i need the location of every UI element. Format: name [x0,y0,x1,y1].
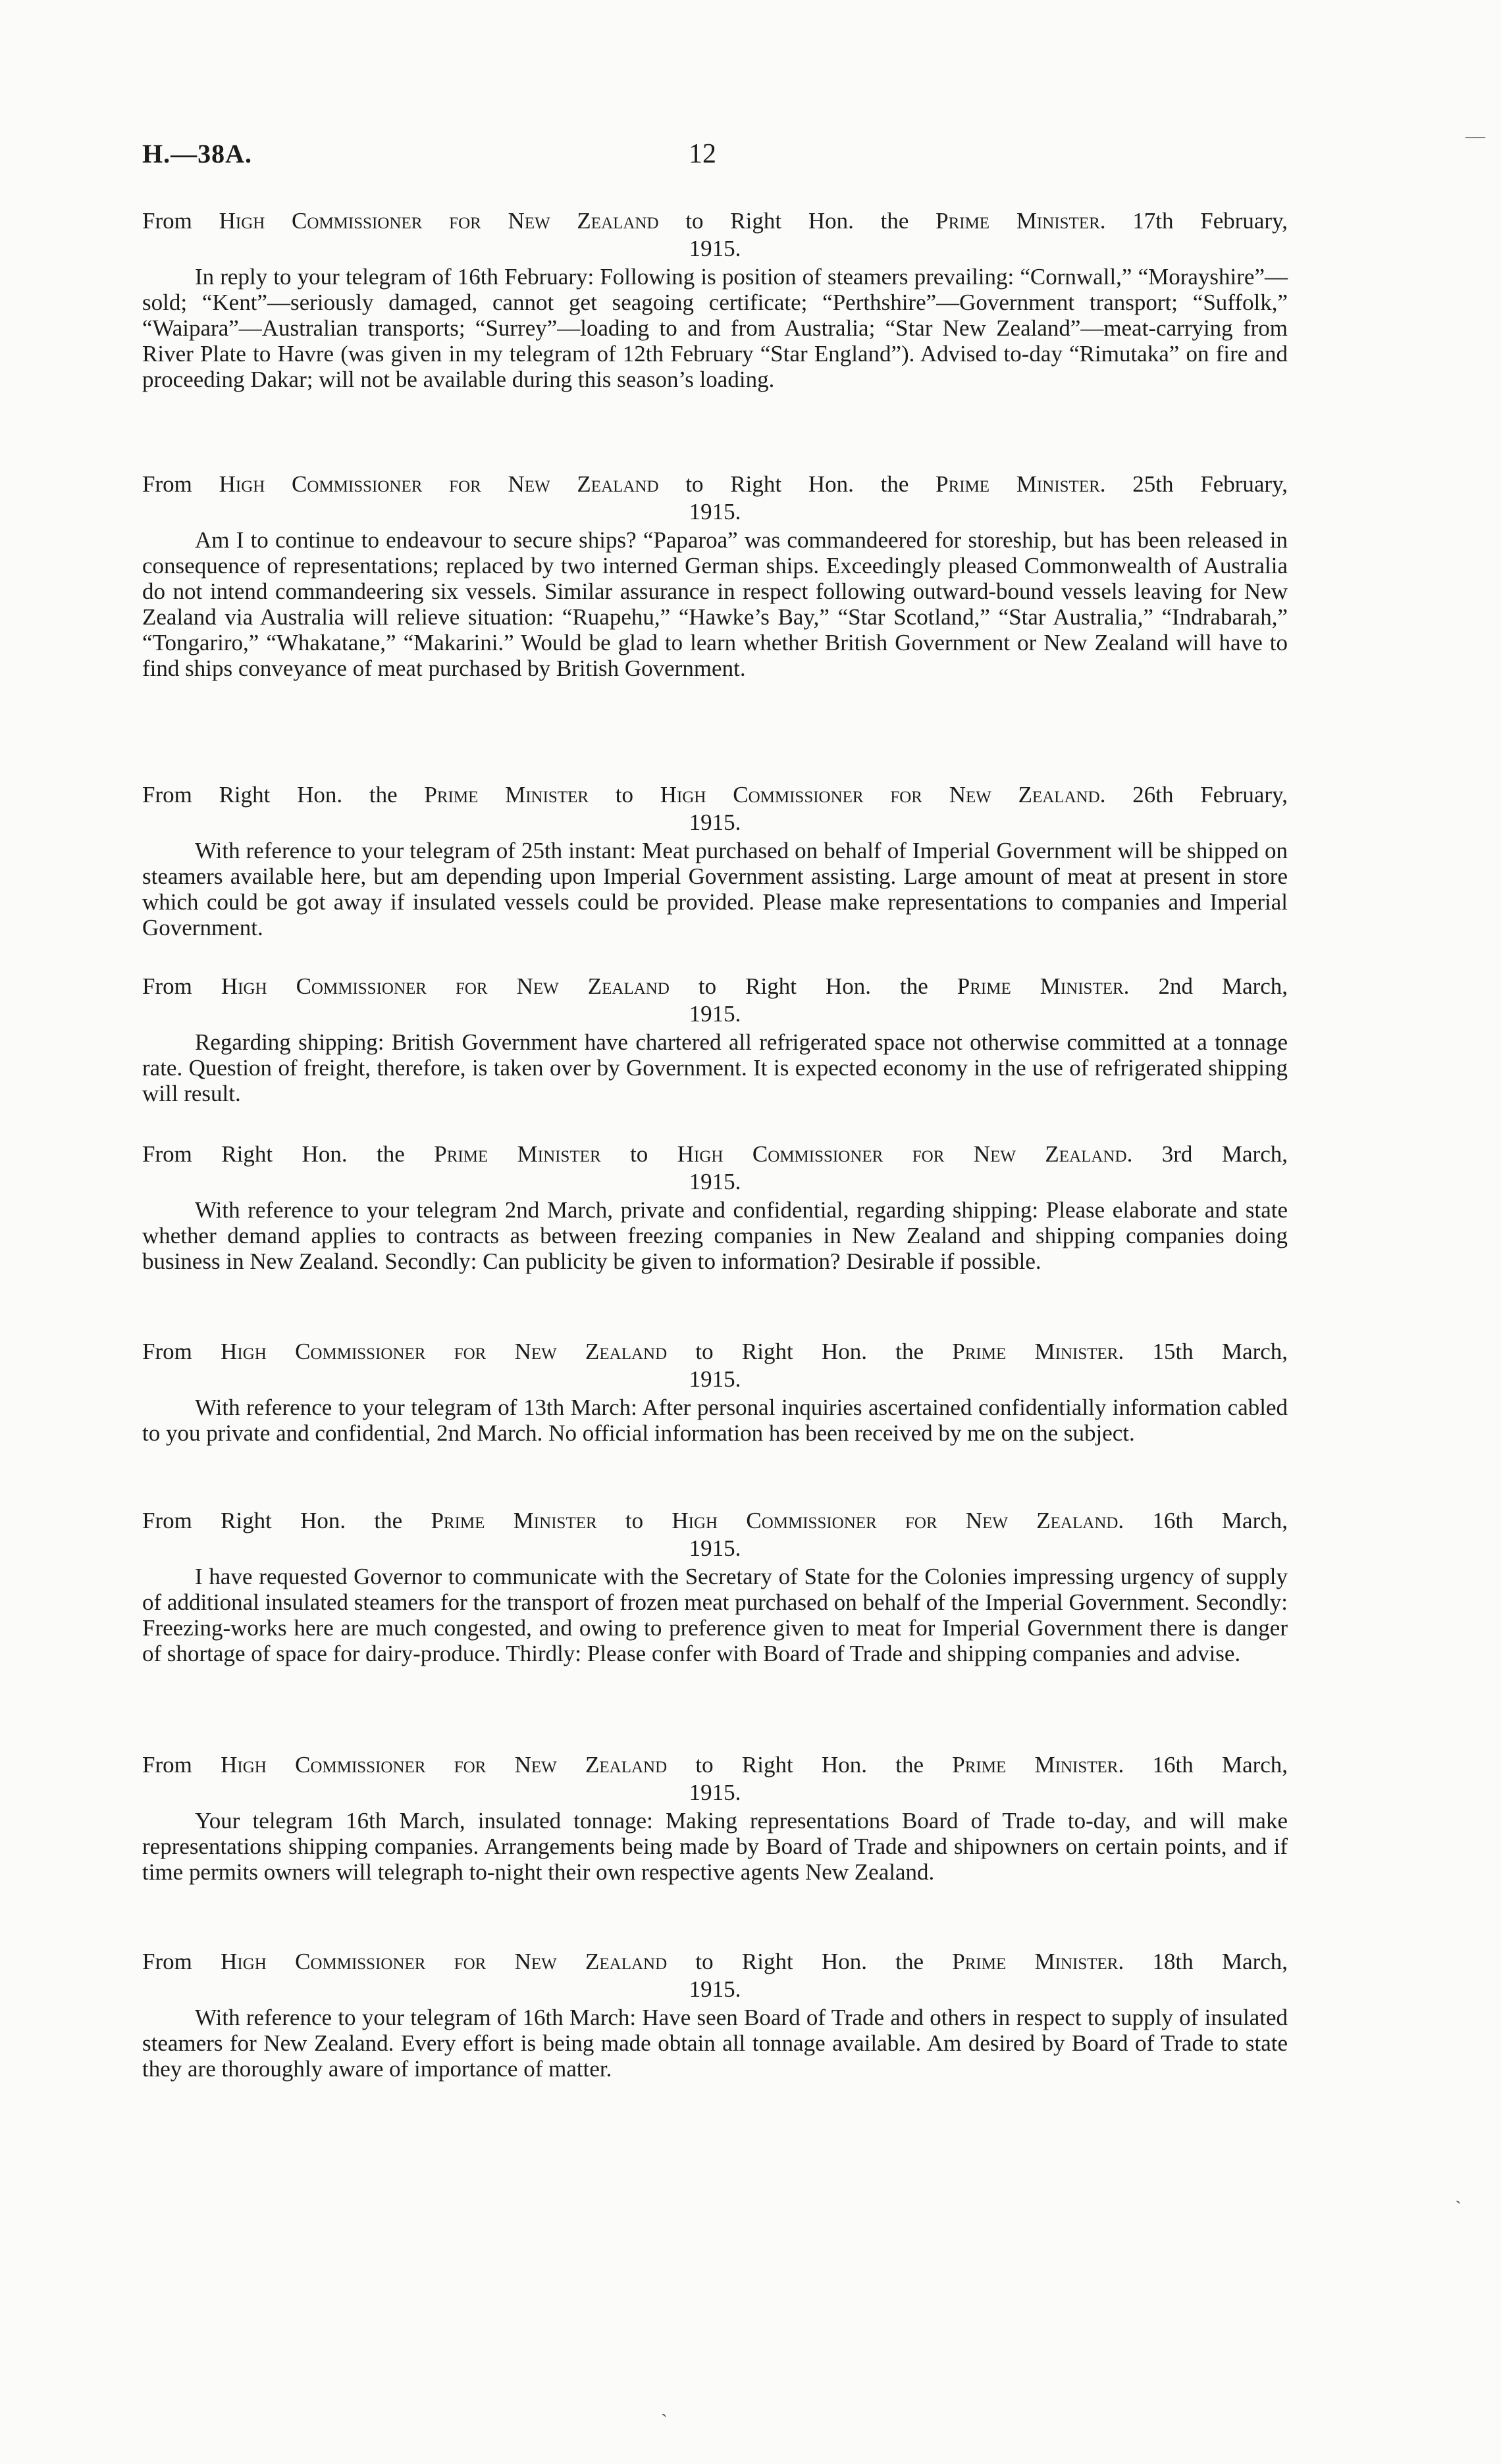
telegram-body: With reference to your telegram 2nd March, private and confidential, regarding shipping: Please elaborate and state whether demand applies to contracts as between freezing companies in New Zealand and shipping companies doing business in New Zealand. Secondly: Can publicity be given to information? Desirable if possible. [142,1197,1288,1274]
connector: to [625,1508,644,1533]
telegram-body: I have requested Governor to communicate with the Secretary of State for the Colonies impressing urgency of supply of additional insulated steamers for the transport of frozen meat purchased on behalf of the Imperial Government. Secondly: Freezing-works here are much congested, and owing to preference given to meat for Imperial Government there is danger of shortage of space for dairy-produce. Thirdly: Please confer with Board of Trade and shipping companies and advise. [142,1564,1288,1666]
telegram-year: 1915. [689,499,741,525]
sender: High Commissioner for New Zealand [221,1339,668,1364]
recipient-title: Right Hon. the [741,1752,924,1778]
sender: Prime Minister [424,782,589,808]
telegram-body: Regarding shipping: British Government have chartered all refrigerated space not otherwise committed at a tonnage rate. Question of freight, therefore, is taken over by Government. It is expected economy in the use of refrigerated shipping will result. [142,1029,1288,1106]
telegram-date: 16th March, [1152,1508,1288,1533]
recipient: Prime Minister. [952,1752,1124,1778]
telegram-heading [142,1141,1288,1168]
telegram-entry [142,1751,1288,1885]
telegram-entry [142,207,1288,392]
telegram-heading [142,781,1288,809]
telegram-date: 25th February, [1132,471,1288,497]
telegram-year: 1915. [689,1780,741,1805]
telegram-date: 2nd March, [1158,973,1288,999]
telegram-heading [142,1338,1288,1366]
from-prefix: From [142,471,192,497]
telegram-heading [142,973,1288,1000]
from-prefix: From Right Hon. the [142,1141,405,1167]
from-prefix: From [142,1949,192,1974]
telegram-heading [142,471,1288,498]
telegram-entry [142,1948,1288,2082]
telegram-body: In reply to your telegram of 16th February: Following is position of steamers prevailing: “Cornwall,” “Morayshire”—sold; “Kent”—seriously damaged, cannot get seagoing certificate; “Perthshire”—Government transport; “Suffolk,” “Waipara”—Australian transports; “Surrey”—loading to and from Australia; “Star New Zealand”—meat-carrying from River Plate to Havre (was given in my telegram of 12th February “Star England”). Advised to-day “Rimutaka” on fire and proceeding Dakar; will not be available during this season’s loading. [142,264,1288,392]
recipient: Prime Minister. [952,1949,1124,1974]
telegram-entry [142,973,1288,1106]
telegram-entry [142,1507,1288,1666]
scan-mark: ˏ [661,2396,668,2417]
recipient: Prime Minister. [957,973,1130,999]
scan-mark: — [1465,125,1485,147]
telegram-body: Your telegram 16th March, insulated tonnage: Making representations Board of Trade to-day, and will make representations shipping companies. Arrangements being made by Board of Trade and shipowners on certain points, and if time permits owners will telegraph to-night their own respective agents New Zealand. [142,1808,1288,1885]
sender: High Commissioner for New Zealand [221,973,670,999]
connector: to [630,1141,648,1167]
recipient-title: Right Hon. the [741,1949,924,1974]
telegram-year: 1915. [689,236,741,261]
recipient-title: Right Hon. the [741,1339,924,1364]
telegram-heading [142,1751,1288,1779]
from-prefix: From Right Hon. the [142,782,398,808]
document-reference: H.—38A. [142,139,252,168]
connector: to [695,1752,714,1778]
connector: to [615,782,634,808]
sender: Prime Minister [431,1508,597,1533]
telegram-heading [142,1507,1288,1535]
telegram-body: With reference to your telegram of 13th March: After personal inquiries ascertained confidentially information cabled to you private and confidential, 2nd March. No official information has been received by me on the subject. [142,1395,1288,1446]
telegram-body: With reference to your telegram of 16th March: Have seen Board of Trade and others in respect to supply of insulated steamers for New Zealand. Every effort is being made obtain all tonnage available. Am desired by Board of Trade to state they are thoroughly aware of importance of matter. [142,2005,1288,2082]
recipient-title: Right Hon. the [730,208,909,234]
recipient: Prime Minister. [935,471,1106,497]
sender: High Commissioner for New Zealand [219,471,659,497]
telegram-entry [142,1338,1288,1446]
telegram-date: 15th March, [1152,1339,1288,1364]
from-prefix: From [142,1752,192,1778]
telegram-year: 1915. [689,1535,741,1561]
telegram-year: 1915. [689,1976,741,2002]
telegram-year: 1915. [689,1366,741,1392]
recipient: Prime Minister. [952,1339,1124,1364]
telegram-date: 17th February, [1132,208,1288,234]
page-number: 12 [689,139,716,169]
recipient-title: Right Hon. the [745,973,928,999]
telegram-entry [142,781,1288,940]
sender: High Commissioner for New Zealand [221,1949,668,1974]
telegram-date: 16th March, [1152,1752,1288,1778]
telegram-entry [142,1141,1288,1274]
telegram-year: 1915. [689,809,741,835]
connector: to [685,471,704,497]
connector: to [695,1949,714,1974]
from-prefix: From [142,1339,192,1364]
telegram-body: Am I to continue to endeavour to secure ships? “Paparoa” was commandeered for storeship, but has been released in consequence of representations; replaced by two interned German ships. Exceedingly pleased Commonwealth of Australia do not intend commandeering six vessels. Similar assurance in respect following outward-bound vessels leaving for New Zealand via Australia will relieve situation: “Ruapehu,” “Hawke’s Bay,” “Star Scotland,” “Star Australia,” “Indrabarah,” “Tongariro,” “Whakatane,” “Makarini.” Would be glad to learn whether British Government or New Zealand will have to find ships conveyance of meat purchased by British Government. [142,527,1288,681]
scan-mark: ˎ [1455,2182,1462,2204]
telegram-date: 26th February, [1132,782,1288,808]
telegram-year: 1915. [689,1169,741,1194]
connector: to [698,973,717,999]
telegram-heading [142,1948,1288,1976]
connector: to [695,1339,714,1364]
from-prefix: From [142,973,192,999]
telegram-date: 18th March, [1152,1949,1288,1974]
sender: High Commissioner for New Zealand [219,208,659,234]
recipient: High Commissioner for New Zealand. [672,1508,1124,1533]
from-prefix: From [142,208,192,234]
recipient: High Commissioner for New Zealand. [660,782,1106,808]
from-prefix: From Right Hon. the [142,1508,403,1533]
telegram-year: 1915. [689,1001,741,1027]
telegram-entry [142,471,1288,681]
sender: High Commissioner for New Zealand [221,1752,668,1778]
telegram-body: With reference to your telegram of 25th instant: Meat purchased on behalf of Imperial Government will be shipped on steamers available here, but am depending upon Imperial Government assisting. Large amount of meat at present in store which could be got away if insulated vessels could be provided. Please make representations to companies and Imperial Government. [142,838,1288,940]
sender: Prime Minister [434,1141,601,1167]
connector: to [685,208,704,234]
telegram-date: 3rd March, [1161,1141,1288,1167]
recipient: High Commissioner for New Zealand. [677,1141,1133,1167]
recipient: Prime Minister. [935,208,1106,234]
recipient-title: Right Hon. the [730,471,909,497]
telegram-heading [142,207,1288,235]
page-header [142,138,1288,178]
